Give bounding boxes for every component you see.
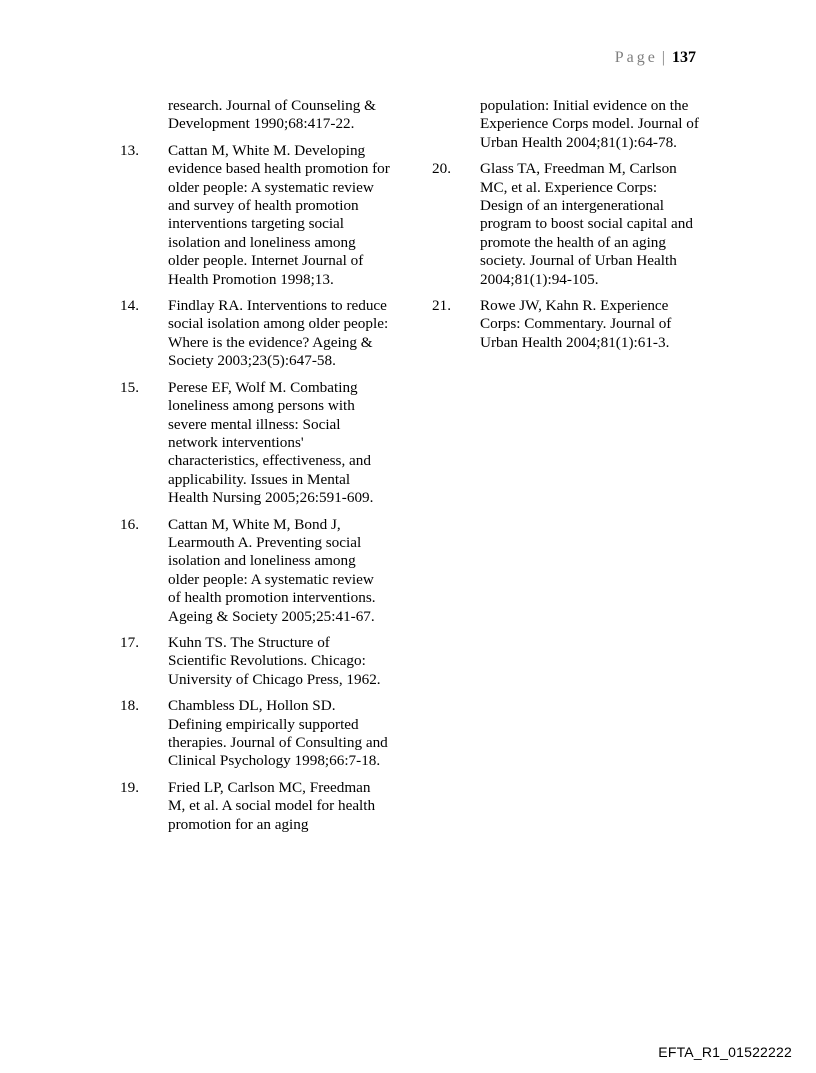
- reference-text: Cattan M, White M, Bond J, Learmouth A. Preventing social isolation and loneliness among older people: A systematic review of health promotion interventions. Ageing & Society 2005;25:41-67.: [168, 515, 376, 625]
- reference-item: [120, 779, 390, 834]
- reference-text: Kuhn TS. The Structure of Scientific Revolutions. Chicago: University of Chicago Press, 1962.: [168, 633, 381, 688]
- reference-number: 15.: [120, 378, 139, 396]
- reference-continuation: [120, 97, 390, 134]
- reference-item: [120, 297, 390, 371]
- reference-continuation: [432, 97, 702, 152]
- reference-item: [120, 379, 390, 508]
- reference-number: 18.: [120, 697, 139, 715]
- reference-item: [120, 634, 390, 689]
- reference-text: Glass TA, Freedman M, Carlson MC, et al. Experience Corps: Design of an intergenerational program to boost social capital and promote the health of an aging society. Journal of Urban Health 2004;81(1):94-105.: [480, 160, 693, 288]
- reference-text: research. Journal of Counseling & Development 1990;68:417-22.: [168, 97, 376, 133]
- reference-text: Rowe JW, Kahn R. Experience Corps: Commentary. Journal of Urban Health 2004;81(1):61-3.: [480, 297, 672, 351]
- reference-number: 13.: [120, 141, 139, 159]
- reference-text: Chambless DL, Hollon SD. Defining empirically supported therapies. Journal of Consulting and Clinical Psychology 1998;66:7-18.: [168, 697, 388, 770]
- reference-text: population: Initial evidence on the Experience Corps model. Journal of Urban Health 2004;81(1):64-78.: [480, 97, 699, 151]
- reference-item: [120, 697, 390, 771]
- page-separator: |: [661, 49, 665, 66]
- page-label: Page: [614, 49, 658, 66]
- reference-text: Findlay RA. Interventions to reduce social isolation among older people: Where is the evidence? Ageing & Society 2003;23(5):647-58.: [168, 297, 389, 370]
- reference-item: [120, 516, 390, 626]
- reference-text: Fried LP, Carlson MC, Freedman M, et al. A social model for health promotion for an aging: [168, 778, 376, 833]
- reference-number: 16.: [120, 515, 139, 533]
- reference-item: [432, 160, 702, 289]
- right-column: [432, 97, 702, 360]
- reference-number: 21.: [432, 297, 451, 315]
- reference-item: [120, 142, 390, 289]
- reference-number: 20.: [432, 160, 451, 178]
- reference-number: 14.: [120, 297, 139, 315]
- page-header: [615, 48, 696, 68]
- reference-item: [432, 297, 702, 352]
- page-number: 137: [672, 49, 696, 66]
- document-id: EFTA_R1_01522222: [658, 1044, 792, 1060]
- reference-number: 17.: [120, 633, 139, 651]
- left-column: [120, 97, 390, 842]
- reference-text: Perese EF, Wolf M. Combating loneliness among persons with severe mental illness: Social network interventions' characteristics, effectiveness, and applicability. Issues in Mental Health Nursing 2005;26:591-609.: [168, 378, 374, 507]
- reference-text: Cattan M, White M. Developing evidence based health promotion for older people: A systematic review and survey of health promotion interventions targeting social isolation and loneliness among older people. Internet Journal of Health Promotion 1998;13.: [168, 141, 390, 288]
- reference-number: 19.: [120, 778, 139, 796]
